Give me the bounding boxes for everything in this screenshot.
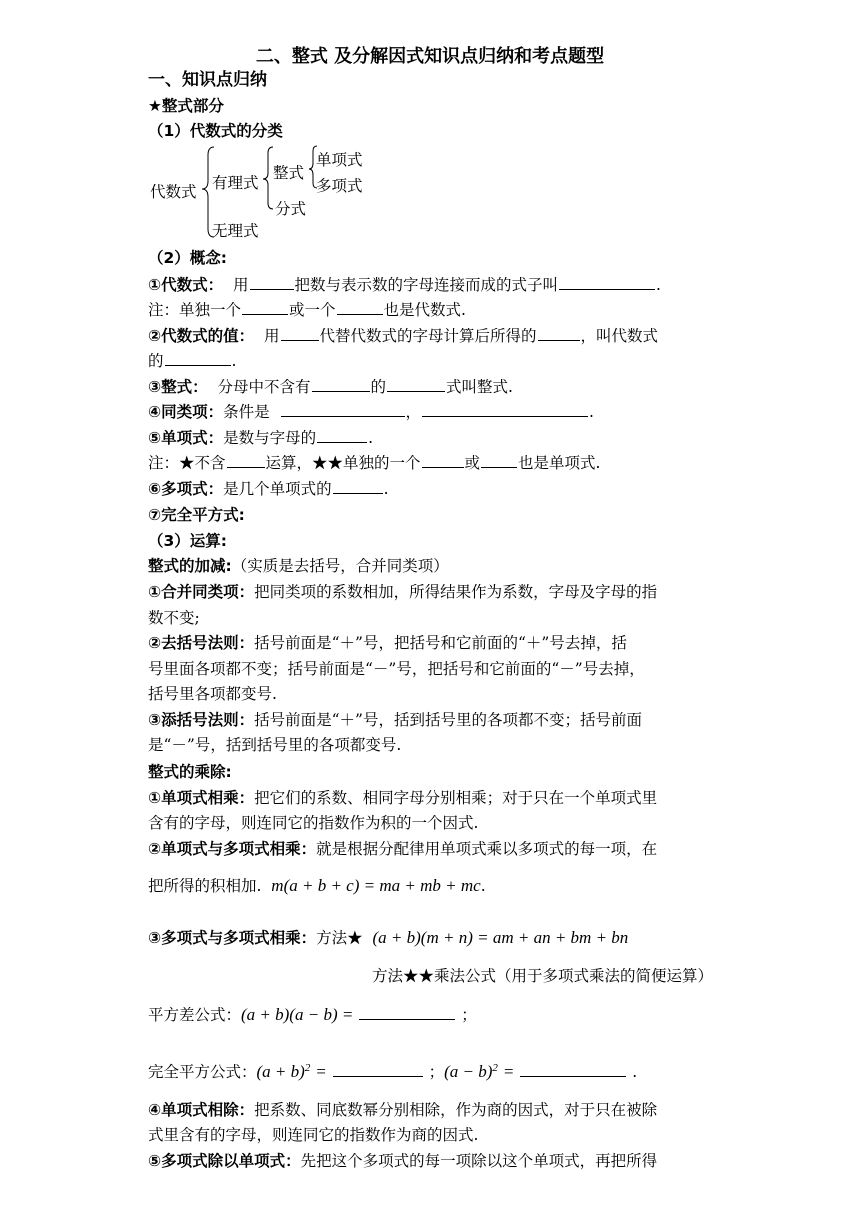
tree-fractional: 分式 (275, 200, 307, 218)
rule-mono-mul: ①单项式相乘：把它们的系数、相同字母分别相乘；对于只在一个单项式里 (148, 789, 658, 807)
tree-root: 代数式 (150, 183, 197, 201)
concept-expression-value: ②代数式的值： 用 代替代数式的字母计算后所得的 ，叫代数式 (148, 327, 659, 345)
rule-add-parens-cont: 是“－”号，括到括号里的各项都变号. (148, 736, 402, 754)
tree-irrational: 无理式 (212, 222, 259, 240)
rule-poly-poly: ③多项式与多项式相乘：方法★ (a + b)(m + n) = am + an + bm + bn (148, 928, 629, 947)
classification-tree (148, 143, 388, 243)
blank[interactable] (559, 275, 655, 290)
rule-remove-parens-cont1: 号里面各项都不变；括号前面是“－”号，把括号和它前面的“－”号去掉， (148, 660, 645, 678)
blank[interactable] (333, 1062, 423, 1077)
concept-expression: ①代数式： 用 把数与表示数的字母连接而成的式子叫 . (148, 276, 661, 294)
rule-mono-poly-cont: 把所得的积相加. m(a + b + c) = ma + mb + mc. (148, 876, 486, 895)
concept-expression-note: 注：单独一个 或一个 也是代数式. (148, 301, 466, 319)
blank[interactable] (250, 275, 294, 290)
rule-mono-div: ④单项式相除：把系数、同底数幂分别相除，作为商的因式，对于只在被除 (148, 1101, 658, 1119)
mul-div-heading: 整式的乘除: (148, 763, 232, 781)
rule-add-parens: ③添括号法则：括号前面是“＋”号，括到括号里的各项都不变；括号前面 (148, 711, 642, 729)
subsection-classification: （1）代数式的分类 (148, 122, 283, 140)
blank[interactable] (312, 377, 370, 392)
blank[interactable] (481, 453, 517, 468)
rule-remove-parens-cont2: 括号里各项都变号. (148, 685, 277, 703)
part-label: ★整式部分 (148, 97, 224, 115)
blank[interactable] (538, 326, 580, 341)
concept-expression-value-cont: 的 . (148, 352, 237, 370)
blank[interactable] (227, 453, 265, 468)
formula-distributive: m(a + b + c) = ma + mb + mc (271, 876, 481, 895)
rule-combine: ①合并同类项：把同类项的系数相加，所得结果作为系数，字母及字母的指 (148, 583, 658, 601)
method-two: 方法★★乘法公式（用于多项式乘法的简便运算） (371, 967, 713, 985)
formula-foil: (a + b)(m + n) = am + an + bm + bn (372, 928, 629, 947)
blank[interactable] (281, 326, 319, 341)
concept-polynomial: ⑥多项式：是几个单项式的 . (148, 480, 389, 498)
page-title: 二、整式 及分解因式知识点归纳和考点题型 (255, 46, 605, 67)
rule-remove-parens: ②去括号法则：括号前面是“＋”号，把括号和它前面的“＋”号去掉，括 (148, 634, 627, 652)
rule-combine-cont: 数不变; (148, 609, 200, 627)
rule-mono-div-cont: 式里含有的字母，则连同它的指数作为商的因式. (148, 1126, 479, 1144)
rule-mono-poly: ②单项式与多项式相乘：就是根据分配律用单项式乘以多项式的每一项，在 (148, 840, 658, 858)
concept-monomial: ⑤单项式：是数与字母的 . (148, 429, 374, 447)
subsection-concepts: （2）概念: (148, 249, 227, 267)
concept-like-terms: ④同类项：条件是 ， . (148, 403, 594, 421)
tree-polynomial: 多项式 (316, 177, 363, 195)
rule-poly-div-mono: ⑤多项式除以单项式：先把这个多项式的每一项除以这个单项式，再把所得 (148, 1152, 658, 1170)
blank[interactable] (359, 1005, 455, 1020)
blank[interactable] (317, 428, 367, 443)
blank[interactable] (520, 1062, 626, 1077)
section-heading: 一、知识点归纳 (148, 70, 267, 90)
blank[interactable] (337, 300, 383, 315)
tree-monomial: 单项式 (316, 151, 363, 169)
concept-monomial-note: 注：★不含 运算，★★单独的一个 或 也是单项式. (148, 454, 601, 472)
add-sub-heading: 整式的加减:（实质是去括号，合并同类项） (148, 557, 449, 575)
tree-integral: 整式 (273, 164, 305, 182)
subsection-operations: （3）运算: (148, 532, 227, 550)
blank[interactable] (242, 300, 288, 315)
blank[interactable] (333, 479, 383, 494)
concept-integral: ③整式： 分母中不含有 的 式叫整式. (148, 378, 513, 396)
rule-mono-mul-cont: 含有的字母，则连同它的指数作为积的一个因式. (148, 814, 479, 832)
blank[interactable] (422, 453, 464, 468)
formula-perfect-squares: 完全平方公式：$(a + b)^2$ = ；$(a - b)^2$ = . (148, 1062, 638, 1082)
blank[interactable] (165, 351, 231, 366)
blank[interactable] (281, 402, 405, 417)
formula-diff-squares: 平方差公式：(a + b)(a − b) = ； (148, 1005, 477, 1024)
concept-perfect-square: ⑦完全平方式: (148, 506, 245, 524)
blank[interactable] (422, 402, 588, 417)
blank[interactable] (387, 377, 445, 392)
tree-rational: 有理式 (212, 174, 259, 192)
